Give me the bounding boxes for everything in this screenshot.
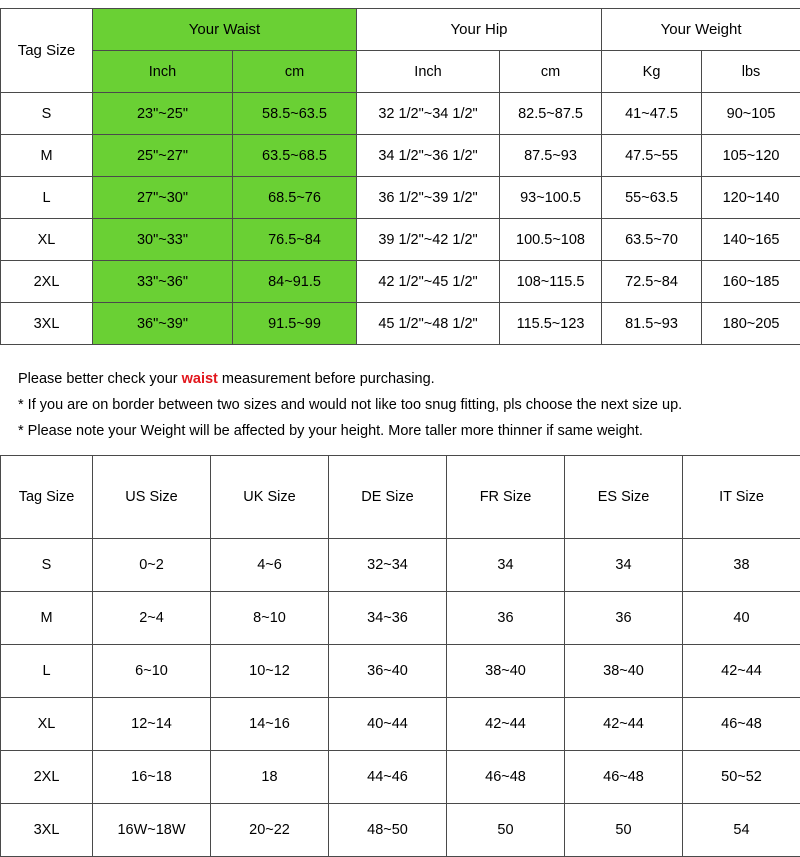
cell-waist-cm: 58.5~63.5 xyxy=(233,93,357,135)
row-tag-size: M xyxy=(1,135,93,177)
cell-hip-cm: 93~100.5 xyxy=(500,177,602,219)
cell-us-size: 16~18 xyxy=(93,751,211,804)
cell-es-size: 36 xyxy=(565,592,683,645)
cell-hip-inch: 39 1/2"~42 1/2" xyxy=(357,219,500,261)
cell-hip-cm: 82.5~87.5 xyxy=(500,93,602,135)
row-tag-size: 2XL xyxy=(1,751,93,804)
cell-hip-inch: 45 1/2"~48 1/2" xyxy=(357,303,500,345)
table-row xyxy=(1,177,800,219)
cell-waist-cm: 76.5~84 xyxy=(233,219,357,261)
header-us-size: US Size xyxy=(93,456,211,539)
cell-waist-inch: 27"~30" xyxy=(93,177,233,219)
row-tag-size: S xyxy=(1,539,93,592)
cell-hip-cm: 100.5~108 xyxy=(500,219,602,261)
cell-waist-inch: 36"~39" xyxy=(93,303,233,345)
cell-fr-size: 42~44 xyxy=(447,698,565,751)
cell-it-size: 50~52 xyxy=(683,751,800,804)
table-row xyxy=(1,645,800,698)
table-header-row-units xyxy=(1,51,800,93)
cell-uk-size: 14~16 xyxy=(211,698,329,751)
cell-it-size: 54 xyxy=(683,804,800,857)
cell-de-size: 36~40 xyxy=(329,645,447,698)
cell-de-size: 48~50 xyxy=(329,804,447,857)
header-waist-cm: cm xyxy=(233,51,357,93)
cell-weight-kg: 81.5~93 xyxy=(602,303,702,345)
header-waist-inch: Inch xyxy=(93,51,233,93)
cell-it-size: 42~44 xyxy=(683,645,800,698)
header-it-size: IT Size xyxy=(683,456,800,539)
cell-hip-inch: 34 1/2"~36 1/2" xyxy=(357,135,500,177)
cell-hip-inch: 36 1/2"~39 1/2" xyxy=(357,177,500,219)
cell-uk-size: 10~12 xyxy=(211,645,329,698)
cell-es-size: 46~48 xyxy=(565,751,683,804)
international-size-table xyxy=(0,455,800,857)
cell-it-size: 38 xyxy=(683,539,800,592)
cell-hip-inch: 32 1/2"~34 1/2" xyxy=(357,93,500,135)
cell-waist-cm: 91.5~99 xyxy=(233,303,357,345)
note-waist-post: measurement before purchasing. xyxy=(218,371,435,387)
header-de-size: DE Size xyxy=(329,456,447,539)
header-hip-cm: cm xyxy=(500,51,602,93)
cell-us-size: 16W~18W xyxy=(93,804,211,857)
table-row xyxy=(1,751,800,804)
cell-waist-cm: 68.5~76 xyxy=(233,177,357,219)
table-row xyxy=(1,303,800,345)
row-tag-size: M xyxy=(1,592,93,645)
cell-weight-kg: 72.5~84 xyxy=(602,261,702,303)
cell-fr-size: 46~48 xyxy=(447,751,565,804)
cell-waist-inch: 25"~27" xyxy=(93,135,233,177)
row-tag-size: XL xyxy=(1,698,93,751)
cell-it-size: 46~48 xyxy=(683,698,800,751)
row-tag-size: L xyxy=(1,177,93,219)
table-row xyxy=(1,135,800,177)
cell-uk-size: 8~10 xyxy=(211,592,329,645)
cell-weight-lbs: 140~165 xyxy=(702,219,800,261)
header-hip-inch: Inch xyxy=(357,51,500,93)
table-row xyxy=(1,219,800,261)
cell-uk-size: 4~6 xyxy=(211,539,329,592)
row-tag-size: 3XL xyxy=(1,804,93,857)
header-tag-size: Tag Size xyxy=(1,9,93,93)
row-tag-size: 3XL xyxy=(1,303,93,345)
cell-hip-cm: 108~115.5 xyxy=(500,261,602,303)
row-tag-size: XL xyxy=(1,219,93,261)
cell-waist-inch: 33"~36" xyxy=(93,261,233,303)
header-weight-kg: Kg xyxy=(602,51,702,93)
note-waist-pre: Please better check your xyxy=(18,371,182,387)
table-header-row-group xyxy=(1,9,800,51)
note-line-waist xyxy=(0,366,800,392)
cell-de-size: 40~44 xyxy=(329,698,447,751)
cell-uk-size: 20~22 xyxy=(211,804,329,857)
table-row xyxy=(1,592,800,645)
cell-weight-kg: 55~63.5 xyxy=(602,177,702,219)
row-tag-size: S xyxy=(1,93,93,135)
cell-weight-kg: 47.5~55 xyxy=(602,135,702,177)
header-your-hip: Your Hip xyxy=(357,9,602,51)
row-tag-size: L xyxy=(1,645,93,698)
cell-fr-size: 34 xyxy=(447,539,565,592)
cell-us-size: 0~2 xyxy=(93,539,211,592)
header-your-weight: Your Weight xyxy=(602,9,800,51)
note-line-border-sizes: * If you are on border between two sizes and would not like too snug fitting, pls choose the next size up. xyxy=(0,392,800,418)
cell-waist-inch: 30"~33" xyxy=(93,219,233,261)
cell-weight-lbs: 90~105 xyxy=(702,93,800,135)
note-line-weight-height: * Please note your Weight will be affected by your height. More taller more thinner if same weight. xyxy=(0,418,800,444)
cell-waist-inch: 23"~25" xyxy=(93,93,233,135)
table-row xyxy=(1,261,800,303)
body-measurement-table xyxy=(0,8,800,345)
cell-weight-kg: 41~47.5 xyxy=(602,93,702,135)
cell-us-size: 12~14 xyxy=(93,698,211,751)
cell-de-size: 44~46 xyxy=(329,751,447,804)
cell-waist-cm: 84~91.5 xyxy=(233,261,357,303)
cell-waist-cm: 63.5~68.5 xyxy=(233,135,357,177)
cell-es-size: 42~44 xyxy=(565,698,683,751)
cell-fr-size: 36 xyxy=(447,592,565,645)
cell-it-size: 40 xyxy=(683,592,800,645)
cell-weight-lbs: 180~205 xyxy=(702,303,800,345)
cell-us-size: 2~4 xyxy=(93,592,211,645)
note-waist-emphasis: waist xyxy=(182,371,218,387)
cell-weight-kg: 63.5~70 xyxy=(602,219,702,261)
header-fr-size: FR Size xyxy=(447,456,565,539)
cell-hip-cm: 87.5~93 xyxy=(500,135,602,177)
cell-es-size: 34 xyxy=(565,539,683,592)
cell-hip-cm: 115.5~123 xyxy=(500,303,602,345)
cell-hip-inch: 42 1/2"~45 1/2" xyxy=(357,261,500,303)
table-row xyxy=(1,539,800,592)
cell-us-size: 6~10 xyxy=(93,645,211,698)
table-row xyxy=(1,804,800,857)
table-header-row xyxy=(1,456,800,539)
header-tag-size: Tag Size xyxy=(1,456,93,539)
header-weight-lbs: lbs xyxy=(702,51,800,93)
header-uk-size: UK Size xyxy=(211,456,329,539)
header-your-waist: Your Waist xyxy=(93,9,357,51)
cell-es-size: 38~40 xyxy=(565,645,683,698)
table-row xyxy=(1,698,800,751)
cell-es-size: 50 xyxy=(565,804,683,857)
purchase-notes xyxy=(0,366,800,444)
cell-weight-lbs: 105~120 xyxy=(702,135,800,177)
cell-de-size: 34~36 xyxy=(329,592,447,645)
cell-fr-size: 50 xyxy=(447,804,565,857)
header-es-size: ES Size xyxy=(565,456,683,539)
table-row xyxy=(1,93,800,135)
cell-de-size: 32~34 xyxy=(329,539,447,592)
cell-uk-size: 18 xyxy=(211,751,329,804)
cell-weight-lbs: 120~140 xyxy=(702,177,800,219)
cell-weight-lbs: 160~185 xyxy=(702,261,800,303)
row-tag-size: 2XL xyxy=(1,261,93,303)
cell-fr-size: 38~40 xyxy=(447,645,565,698)
